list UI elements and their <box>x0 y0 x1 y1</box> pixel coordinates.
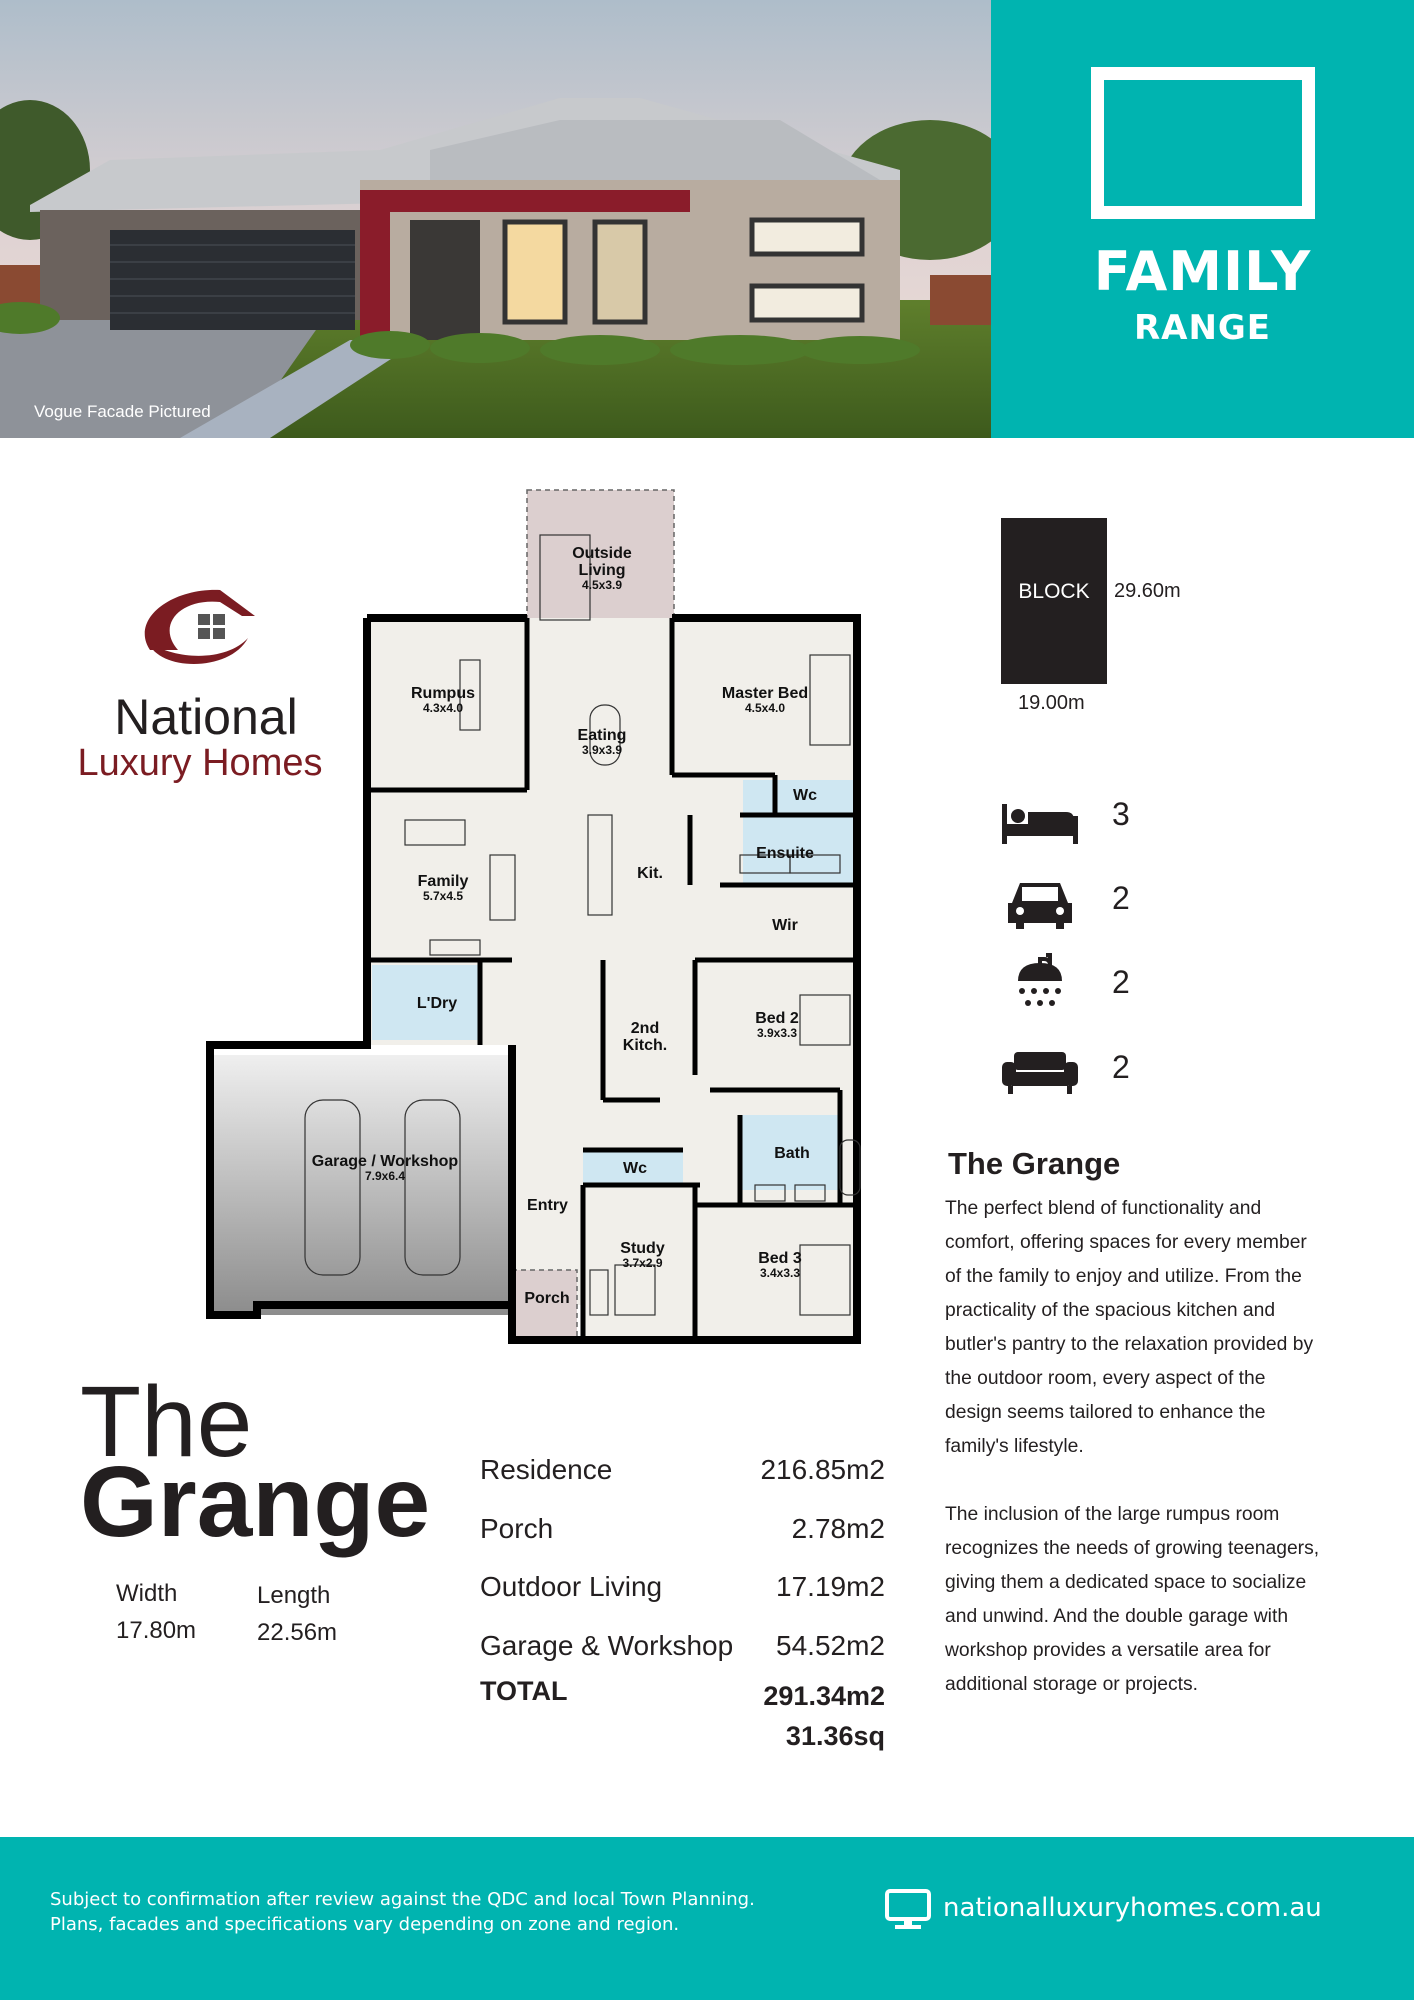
total-label: TOTAL <box>480 1676 568 1706</box>
range-title: FAMILY <box>1093 240 1312 303</box>
room-kitchen: Kit. <box>637 865 663 882</box>
room-second-kitchen: 2nd Kitch. <box>622 1020 668 1054</box>
room-bed-3: Bed 3 3.4x3.3 <box>758 1250 802 1280</box>
area-outdoor-value: 17.19m2 <box>776 1571 885 1602</box>
area-garage-value: 54.52m2 <box>776 1630 885 1661</box>
badge-frame <box>1091 67 1315 219</box>
room-laundry: L'Dry <box>416 995 458 1012</box>
home-title-line2: Grange <box>80 1446 431 1558</box>
width-label: Width <box>116 1580 178 1607</box>
area-residence-label: Residence <box>480 1454 613 1485</box>
logo-wordmark-line2: Luxury Homes <box>77 742 323 784</box>
garage-count: 2 <box>1112 880 1130 916</box>
car-icon <box>1000 873 1080 933</box>
area-residence-value: 216.85m2 <box>760 1454 885 1485</box>
floor-plan-drawing <box>200 485 880 1345</box>
description-paragraph-2: The inclusion of the large rumpus room recognizes the needs of growing teenagers, giving them a dedicated space to socialize and unwind. And the double garage with workshop provides a versatile area for additional storage or projects. <box>945 1504 1320 1695</box>
length-value: 22.56m <box>257 1619 338 1646</box>
facade-image <box>0 0 991 438</box>
room-master-bed: Master Bed 4.5x4.0 <box>721 685 809 715</box>
footer-disclaimer <box>50 1887 850 1937</box>
sofa-icon <box>1000 1040 1080 1100</box>
range-badge <box>991 0 1414 438</box>
area-porch-value: 2.78m2 <box>791 1513 885 1544</box>
bed-icon <box>1000 790 1080 850</box>
bedrooms-count: 3 <box>1112 796 1130 832</box>
width-value: 17.80m <box>116 1617 197 1644</box>
room-bath: Bath <box>774 1145 810 1162</box>
block-length: 29.60m <box>1114 580 1181 602</box>
room-outside-living: Outside Living 4.5x3.9 <box>572 545 632 592</box>
disclaimer-line-2: Plans, facades and specifications vary depending on zone and region. <box>50 1914 680 1935</box>
range-subtitle: RANGE <box>1133 308 1272 348</box>
logo-wordmark-line1: National <box>114 689 298 745</box>
room-wc: Wc <box>623 1160 647 1177</box>
room-wir: Wir <box>772 917 798 934</box>
length-label: Length <box>257 1582 331 1609</box>
room-ensuite: Ensuite <box>756 845 814 862</box>
block-diagram <box>1001 518 1107 684</box>
disclaimer-line-1: Subject to confirmation after review against the QDC and local Town Planning. <box>50 1889 755 1910</box>
home-title-line1: The <box>80 1366 253 1478</box>
room-study: Study 3.7x2.9 <box>620 1240 665 1270</box>
monitor-icon <box>885 1889 931 1931</box>
area-porch-label: Porch <box>480 1513 554 1544</box>
total-area: 291.34m2 <box>763 1681 885 1711</box>
room-eating: Eating 3.9x3.9 <box>577 727 627 757</box>
room-porch: Porch <box>524 1290 570 1307</box>
description-title: The Grange <box>948 1146 1121 1181</box>
total-squares: 31.36sq <box>785 1721 885 1751</box>
living-count: 2 <box>1112 1049 1130 1085</box>
facade-caption: Vogue Facade Pictured <box>34 402 211 421</box>
floor-plan <box>200 485 880 1345</box>
room-bed-2: Bed 2 3.9x3.3 <box>755 1010 799 1040</box>
description <box>945 1192 1325 1736</box>
bathrooms-count: 2 <box>1112 964 1130 1000</box>
block-width: 19.00m <box>1018 692 1085 714</box>
room-ensuite-wc: Wc <box>793 787 817 804</box>
shower-icon <box>1000 953 1080 1013</box>
description-paragraph-1: The perfect blend of functionality and comfort, offering spaces for every member of the family to enjoy and utilize. From the practicality of the spacious kitchen and butler's pantry to the relaxation provided by the outdoor room, every aspect of the design seems tailored to enhance the family's lifestyle. <box>945 1198 1314 1457</box>
room-garage-workshop: Garage / Workshop 7.9x6.4 <box>311 1153 459 1183</box>
website-link[interactable]: nationalluxuryhomes.com.au <box>943 1893 1322 1923</box>
room-family: Family 5.7x4.5 <box>417 873 469 903</box>
room-rumpus: Rumpus 4.3x4.0 <box>411 685 475 715</box>
area-garage-label: Garage & Workshop <box>480 1630 734 1661</box>
block-label: BLOCK <box>1018 580 1090 603</box>
room-entry: Entry <box>527 1197 568 1214</box>
footer <box>0 1837 1414 2000</box>
area-outdoor-label: Outdoor Living <box>480 1571 663 1602</box>
